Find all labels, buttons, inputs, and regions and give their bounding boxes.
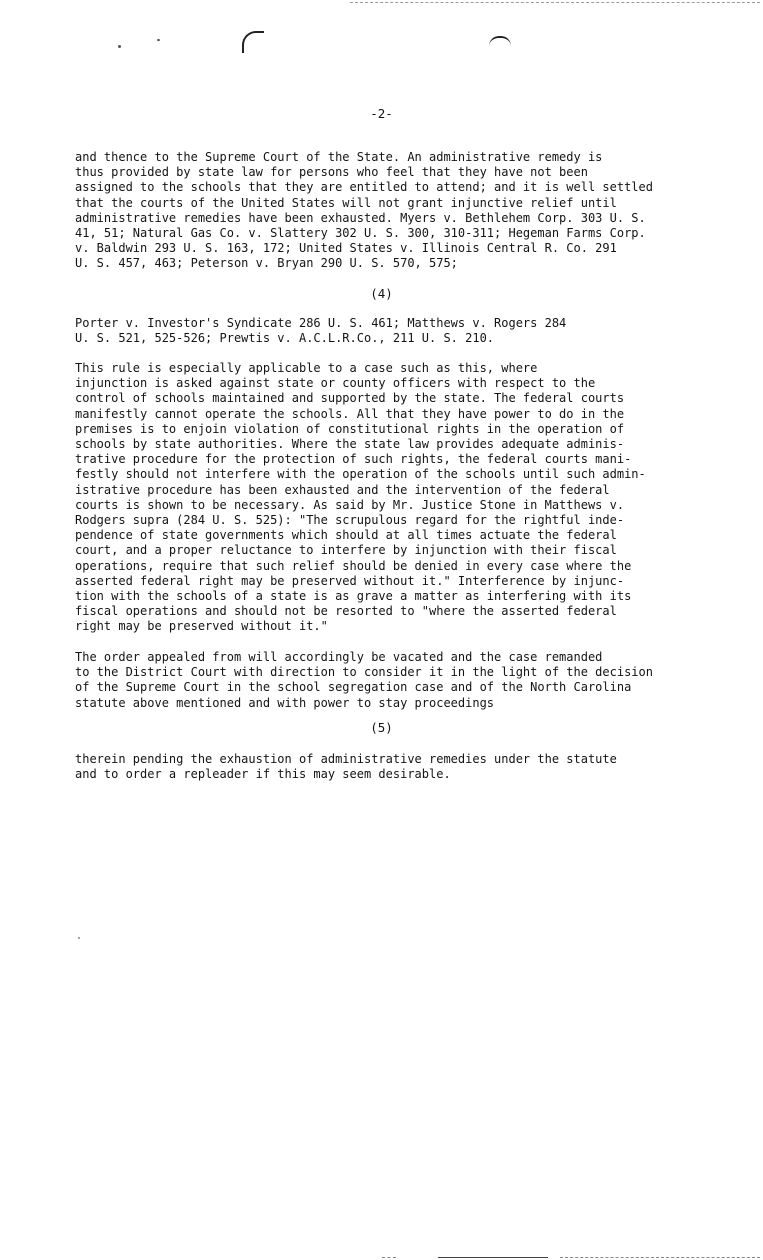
punch-hole-mark-right (489, 36, 511, 46)
page-number: -2- (370, 106, 393, 121)
paragraph-order-vacated: The order appealed from will accordingly be vacated and the case remanded to the District Court with direction to consider it in the light of the decision of the Supreme Court in the school segregation case and of the North Carolina statute above mentioned and with power to stay proceedings (75, 650, 653, 710)
speck-mark (118, 45, 121, 48)
paragraph-administrative-remedy: and thence to the Supreme Court of the State. An administrative remedy is thus provided by state law for persons who feel that they have not been assigned to the schools that they are entitled to attend; and it is well settled that the courts of the United States will not grant injunctive relief until administrative remedies have been exhausted. Myers v. Bethlehem Corp. 303 U. S. 41, 51; Natural Gas Co. v. Slattery 302 U. S. 300, 310-311; Hegeman Farms Corp. v. Baldwin 293 U. S. 163, 172; United States v. Illinois Central R. Co. 291 U. S. 457, 463; Peterson v. Bryan 290 U. S. 570, 575; (75, 150, 653, 271)
speck-mark (157, 39, 160, 41)
page-marker-5: (5) (370, 720, 393, 735)
speck-mark (78, 937, 80, 939)
paragraph-rule-application: This rule is especially applicable to a case such as this, where injunction is asked against state or county officers with respect to the control of schools maintained and supported by the state. The federal courts manifestly cannot operate the schools. All that they have power to do in the premises is to enjoin violation of constitutional rights in the operation of schools by state authorities. Where the state law provides adequate adminis- trative procedure for the protection of such rights, the federal courts mani- festly should not interfere with the operation of the schools until such admin- istrative procedure has been exhausted and the intervention of the federal courts is shown to be necessary. As said by Mr. Justice Stone in Matthews v. Rodgers supra (284 U. S. 525): "The scrupulous regard for the rightful inde- pendence of state governments which should at all times actuate the federal court, and a proper reluctance to interfere by injunction with their fiscal operations, require that such relief should be denied in every case where the asserted federal right may be preserved without it." Interference by injunc- tion with the schools of a state is as grave a matter as interfering with its fiscal operations and should not be resorted to "where the asserted federal right may be preserved without it." (75, 361, 646, 634)
bottom-edge-line (382, 1257, 396, 1258)
bottom-edge-line (438, 1257, 548, 1258)
paragraph-case-citations: Porter v. Investor's Syndicate 286 U. S. 461; Matthews v. Rogers 284 U. S. 521, 525-526; Prewtis v. A.C.L.R.Co., 211 U. S. 210. (75, 316, 567, 346)
bottom-edge-line (560, 1257, 760, 1258)
top-edge-dashes (350, 2, 760, 3)
punch-hole-mark-left (242, 31, 264, 53)
page-marker-4: (4) (370, 286, 393, 301)
paragraph-pending-exhaustion: therein pending the exhaustion of administrative remedies under the statute and to order a repleader if this may seem desirable. (75, 752, 617, 782)
